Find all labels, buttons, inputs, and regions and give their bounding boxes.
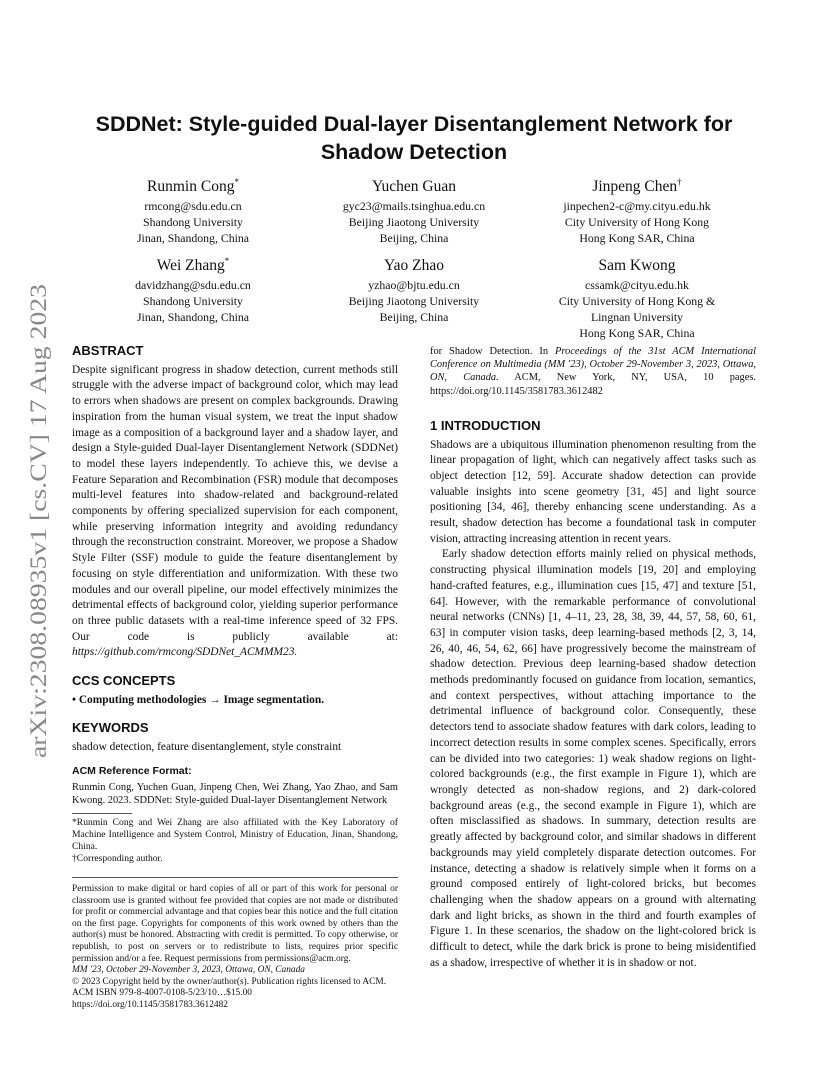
conference-line: MM '23, October 29-November 3, 2023, Ottawa, ON, Canada <box>72 965 305 976</box>
author-block <box>309 172 519 246</box>
abstract-heading: ABSTRACT <box>72 343 144 358</box>
footnote-corresponding: †Corresponding author. <box>72 852 163 864</box>
author-affiliation: City University of Hong Kong <box>564 215 710 230</box>
author-email: jinpechen2-c@my.cityu.edu.hk <box>563 199 711 214</box>
isbn-line: ACM ISBN 979-8-4007-0108-5/23/10…$15.00 <box>72 988 252 999</box>
acm-reference-text: Runmin Cong, Yuchen Guan, Jinpeng Chen, Wei Zhang, Yao Zhao, and Sam Kwong. 2023. SDDNet: Style-guided Dual-layer Disentanglement Network <box>72 781 398 806</box>
author-email: davidzhang@sdu.edu.cn <box>135 278 251 293</box>
footnote-rule <box>72 813 132 814</box>
arxiv-identifier: arXiv:2308.08935v1 [cs.CV] 17 Aug 2023 <box>26 364 51 758</box>
keywords-text: shadow detection, feature disentanglement, style constraint <box>72 741 342 754</box>
author-name: Runmin Cong* <box>147 177 239 196</box>
title-line-2: Shadow Detection <box>320 140 508 164</box>
doi-link[interactable]: https://doi.org/10.1145/3581783.3612482 <box>72 999 228 1010</box>
author-location: Jinan, Shandong, China <box>136 310 250 325</box>
paper-title <box>60 110 768 166</box>
author-name: Yao Zhao <box>384 257 444 275</box>
author-affiliation: Shandong University <box>143 294 243 309</box>
author-affiliation-2: Lingnan University <box>590 310 684 325</box>
permission-text: Permission to make digital or hard copies of all or part of this work for personal or classroom use is granted without fee provided that copies are not made or distributed for profit or commercial advantage and that copies bear this notice and the full citation on the first page. Copyrights for components of this work owned by others than the author(s) must be honored. Abstracting with credit is permitted. To copy otherwise, or republish, to post on servers or to redistribute to lists, requires prior specific permission and/or a fee. Request permissions from permissions@acm.org. <box>72 883 398 964</box>
acm-reference-heading: ACM Reference Format: <box>72 764 192 777</box>
arxiv-sidebar-stamp <box>14 280 58 760</box>
left-column <box>72 343 398 1012</box>
code-link[interactable]: https://github.com/rmcong/SDDNet_ACMMM23. <box>72 646 298 659</box>
permission-block <box>72 877 398 1012</box>
author-location: Beijing, China <box>379 231 449 246</box>
author-location: Hong Kong SAR, China <box>579 326 695 341</box>
intro-paragraph-1: Shadows are a ubiquitous illumination phenomenon resulting from the linear propagation of light, which can negatively affect tasks such as object detection [12, 59]. Accurate shadow detection can provide valuable insights into scene geometry [31, 45] and light source positioning [34, 46], thereby enhancing scene understanding. As a result, shadow detection has become a foundational task in computer vision, attracting increasing attention in recent years. <box>430 438 756 545</box>
author-location: Jinan, Shandong, China <box>136 231 250 246</box>
author-name: Jinpeng Chen† <box>592 177 682 196</box>
ccs-heading: CCS CONCEPTS <box>72 673 176 689</box>
author-name: Wei Zhang* <box>156 256 230 275</box>
acm-reference-continued: for Shadow Detection. In Proceedings of the 31st ACM International Conference on Multimedia (MM '23), October 29-November 3, 2023, Ottawa, ON, Canada. ACM, New York, NY, USA, 10 pages. https://doi.org/10.1145/3581783.3612482 <box>430 346 756 397</box>
author-affiliation: City University of Hong Kong & <box>558 294 716 309</box>
title-line-1: SDDNet: Style-guided Dual-layer Disentanglement Network for <box>95 112 733 136</box>
right-column <box>430 345 756 971</box>
copyright-line: © 2023 Copyright held by the owner/author(s). Publication rights licensed to ACM. <box>72 976 387 987</box>
author-block <box>532 251 742 341</box>
intro-paragraph-2: Early shadow detection efforts mainly relied on physical methods, constructing physical illumination models [19, 20] and employing hand-crafted features, e.g., illumination cues [15, 47] and texture [51, 64]. However, with the remarkable performance of convolutional neural networks (CNNs) [1, 4–11, 23, 28, 38, 39, 44, 57, 58, 60, 61, 63] in computer vision tasks, deep learning-based methods [2, 3, 14, 26, 40, 46, 54, 62, 66] have progressively become the mainstream of shadow detection. Previous deep learning-based shadow detection methods predominantly focused on guidance from location, semantics, and context perspectives, without attaching importance to the detrimental influence of background color. Consequently, these detectors tend to associate shadow features with dark colors, leading to incorrect detection results in some complex scenes. Specifically, errors can be divided into two categories: 1) weak shadow regions on light-colored backgrounds (e.g., the first example in Figure 1), which are wrongly detected as non-shadow regions, and 2) dark-colored background areas (e.g., the second example in Figure 1), which are often misclassified as shadows. In summary, detection results are greatly affected by background color, and similar shadows in different backgrounds may yield completely disparate detection outcomes. For instance, detecting a shadow is relatively simple when it forms on a ground composed entirely of light-colored bricks, but becomes challenging when the shadow appears on a ground with alternating dark and light bricks, as shown in the third and fourth examples of Figure 1. In these scenarios, the shadow on the light-colored brick is difficult to detect, while the dark brick is prone to being misidentified as a shadow, irrespective of whether it is in shadow or not. <box>430 548 756 969</box>
author-email: cssamk@cityu.edu.hk <box>585 278 689 293</box>
author-email: yzhao@bjtu.edu.cn <box>368 278 460 293</box>
author-location: Hong Kong SAR, China <box>579 231 695 246</box>
abstract-body: Despite significant progress in shadow detection, current methods still struggle with the adverse impact of background color, which may lead to errors when shadows are present on complex backgrounds. Drawing inspiration from the human visual system, we treat the input shadow image as a composition of a background layer and a shadow layer, and design a Style-guided Dual-layer Disentanglement Network (SDDNet) to model these layers independently. To achieve this, we devise a Feature Separation and Recombination (FSR) module that decomposes multi-level features into shadow-related and background-related components by offering specialized supervision for each component, while preserving information integrity and avoiding redundancy through the reconstruction constraint. Moreover, we propose a Shadow Style Filter (SSF) module to guide the feature disentanglement by focusing on style differentiation and uniformization. With these two modules and our overall pipeline, our model effectively minimizes the detrimental effects of background color, yielding superior performance on three public datasets with a real-time inference speed of 32 FPS. Our code is publicly available at: https://github.com/rmcong/SDDNet_ACMMM23. <box>72 363 398 659</box>
keywords-heading: KEYWORDS <box>72 720 149 736</box>
author-location: Beijing, China <box>379 310 449 325</box>
footnote-affiliation: *Runmin Cong and Wei Zhang are also affiliated with the Key Laboratory of Machine Intelligence and System Control, Ministry of Education, Jinan, Shandong, China. <box>72 816 398 852</box>
author-email: rmcong@sdu.edu.cn <box>144 199 242 214</box>
author-block <box>532 172 742 246</box>
author-block <box>88 172 298 246</box>
author-name: Yuchen Guan <box>372 178 456 196</box>
author-name: Sam Kwong <box>598 257 676 275</box>
author-affiliation: Beijing Jiaotong University <box>348 294 480 309</box>
introduction-heading: 1 INTRODUCTION <box>430 417 541 433</box>
author-affiliation: Shandong University <box>143 215 243 230</box>
ccs-concepts: • Computing methodologies → Image segmentation. <box>72 693 325 706</box>
author-block <box>309 251 519 325</box>
author-affiliation: Beijing Jiaotong University <box>348 215 480 230</box>
author-email: gyc23@mails.tsinghua.edu.cn <box>342 199 486 214</box>
author-block <box>88 251 298 325</box>
